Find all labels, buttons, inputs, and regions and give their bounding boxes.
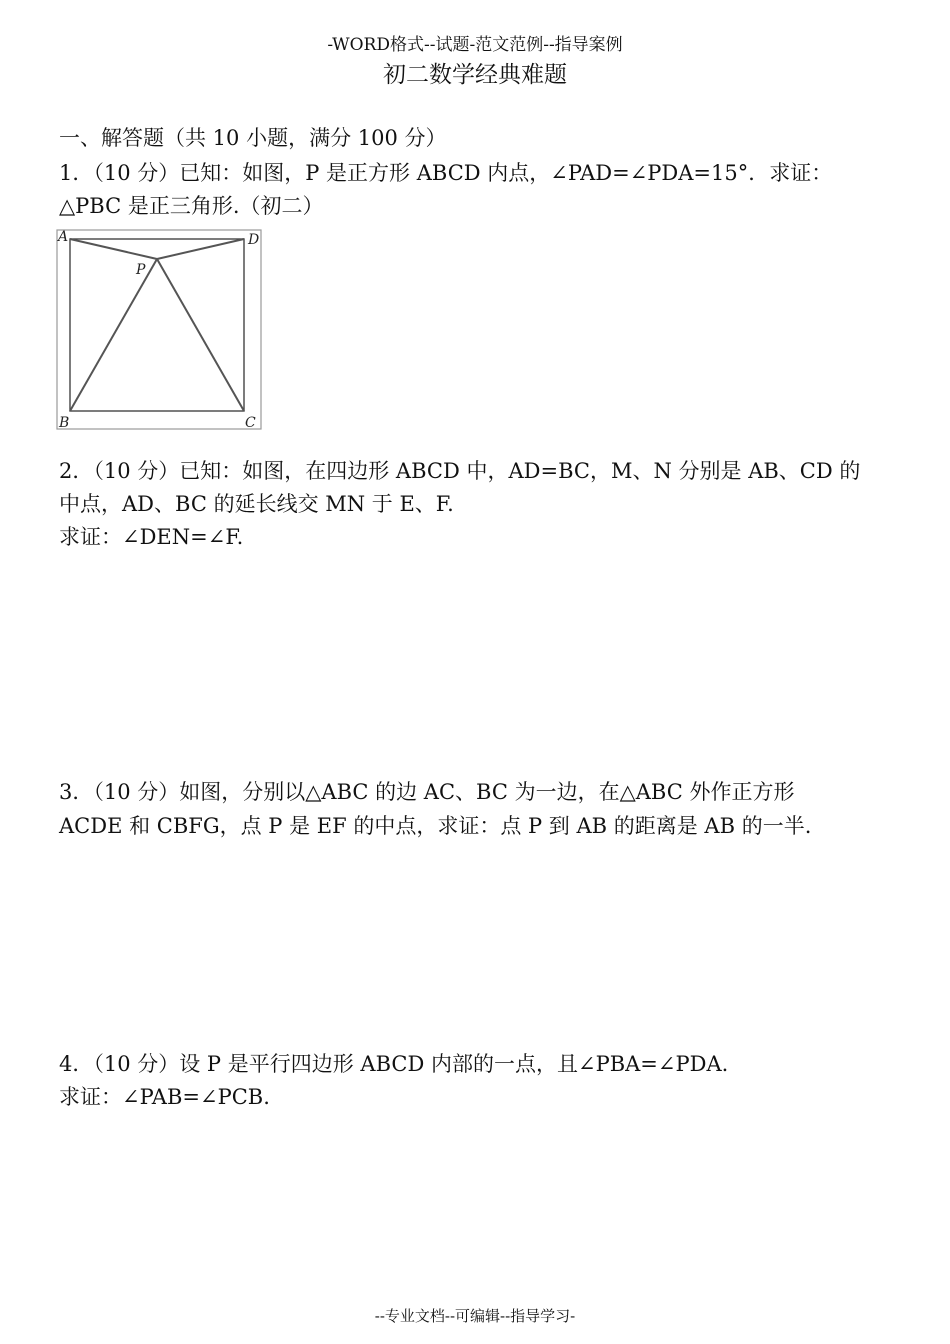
square-abcd bbox=[70, 239, 244, 411]
page-footer: --专业文档--可编辑--指导学习- bbox=[374, 1307, 576, 1325]
problem-2-line-2: 中点，AD、BC 的延长线交 MN 于 E、F. bbox=[59, 492, 454, 516]
segment-bp bbox=[70, 259, 157, 411]
problem-2-line-3: 求证：∠DEN=∠F. bbox=[59, 525, 244, 549]
problem-3-line-2: ACDE 和 CBFG，点 P 是 EF 的中点，求证：点 P 到 AB 的距离是 AB 的一半. bbox=[59, 814, 812, 838]
segment-ap bbox=[70, 239, 157, 259]
segment-dp bbox=[157, 239, 244, 259]
problem-2-line-1: 2．（10 分）已知：如图，在四边形 ABCD 中，AD=BC，M、N 分别是 AB、CD 的 bbox=[59, 459, 861, 483]
problem-4-line-2: 求证：∠PAB=∠PCB. bbox=[59, 1085, 270, 1109]
problem-1-figure bbox=[56, 229, 262, 431]
label-b: B bbox=[59, 415, 70, 431]
segment-cp bbox=[157, 259, 244, 411]
page-header: -WORD格式--试题-范文范例--指导案例 bbox=[327, 35, 623, 55]
problem-1-line-1: 1．（10 分）已知：如图，P 是正方形 ABCD 内点，∠PAD=∠PDA=15°．求证： bbox=[59, 161, 833, 185]
section-heading: 一、解答题（共 10 小题，满分 100 分） bbox=[59, 126, 447, 150]
label-a: A bbox=[58, 229, 69, 245]
problem-3-line-1: 3．（10 分）如图，分别以△ABC 的边 AC、BC 为一边，在△ABC 外作正方形 bbox=[59, 780, 795, 804]
document-title: 初二数学经典难题 bbox=[383, 62, 567, 88]
figure-frame bbox=[57, 230, 261, 429]
label-p: P bbox=[136, 262, 146, 278]
problem-4-line-1: 4．（10 分）设 P 是平行四边形 ABCD 内部的一点，且∠PBA=∠PDA. bbox=[59, 1052, 729, 1076]
label-c: C bbox=[245, 415, 256, 431]
label-d: D bbox=[248, 232, 260, 248]
problem-1-line-2: △PBC 是正三角形.（初二） bbox=[59, 194, 324, 218]
